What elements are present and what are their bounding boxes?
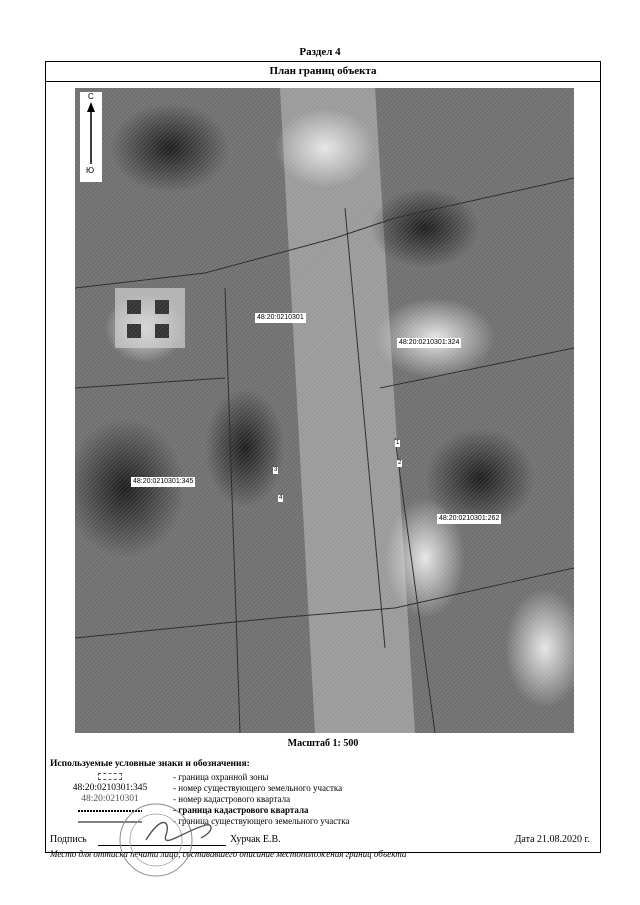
point-label: 3 <box>274 467 278 473</box>
legend-text: - граница охранной зоны <box>173 772 269 782</box>
legend-item <box>46 794 600 805</box>
plan-title: План границ объекта <box>46 62 600 82</box>
signature-row <box>50 834 590 848</box>
parcel-262-label: 48:20:0210301:262 <box>439 515 500 522</box>
legend-symbol: 48:20:0210301:345 <box>72 783 148 793</box>
aerial-map <box>75 88 574 733</box>
arrow-icon <box>80 102 102 166</box>
parcel-345-label: 48:20:0210301:345 <box>133 478 194 485</box>
point-label: 2 <box>398 460 402 466</box>
point-label: 1 <box>396 440 400 446</box>
signature-line <box>98 845 226 846</box>
legend-symbol <box>50 816 170 830</box>
legend-text: - номер существующего земельного участка <box>173 783 343 793</box>
quarter-boundary-symbol <box>78 805 142 815</box>
legend-title: Используемые условные знаки и обозначения: <box>50 759 250 769</box>
signer-name: Хурчак Е.В. <box>230 834 281 845</box>
stamp-note: Место для оттиска печати лица, составившего описание местоположения границ объекта <box>50 849 407 859</box>
legend-text: - граница существующего земельного участка <box>173 816 350 826</box>
legend-item <box>46 805 600 816</box>
legend-text: - граница кадастрового квартала <box>173 805 309 815</box>
security-zone-symbol <box>98 773 122 780</box>
document-date: Дата 21.08.2020 г. <box>514 834 590 845</box>
south-label: Ю <box>86 166 95 175</box>
legend-item <box>46 783 600 794</box>
north-label: С <box>88 92 94 101</box>
signature-label: Подпись <box>50 834 87 845</box>
aerial-photo <box>75 88 574 733</box>
document-frame <box>45 61 601 859</box>
map-scale: Масштаб 1: 500 <box>287 738 359 749</box>
legend-symbol <box>50 772 170 783</box>
parcel-324-label: 48:20:0210301:324 <box>399 339 460 346</box>
legend-text: - номер кадастрового квартала <box>173 794 291 804</box>
section-title: Раздел 4 <box>299 46 341 58</box>
parcel-boundary-symbol <box>78 816 142 826</box>
legend-item <box>46 816 600 827</box>
legend-symbol: 48:20:0210301 <box>81 794 139 804</box>
north-arrow <box>80 92 102 182</box>
legend-item <box>46 772 600 783</box>
quarter-number-label: 48:20:0210301 <box>257 314 304 321</box>
point-label: 4 <box>279 495 283 501</box>
